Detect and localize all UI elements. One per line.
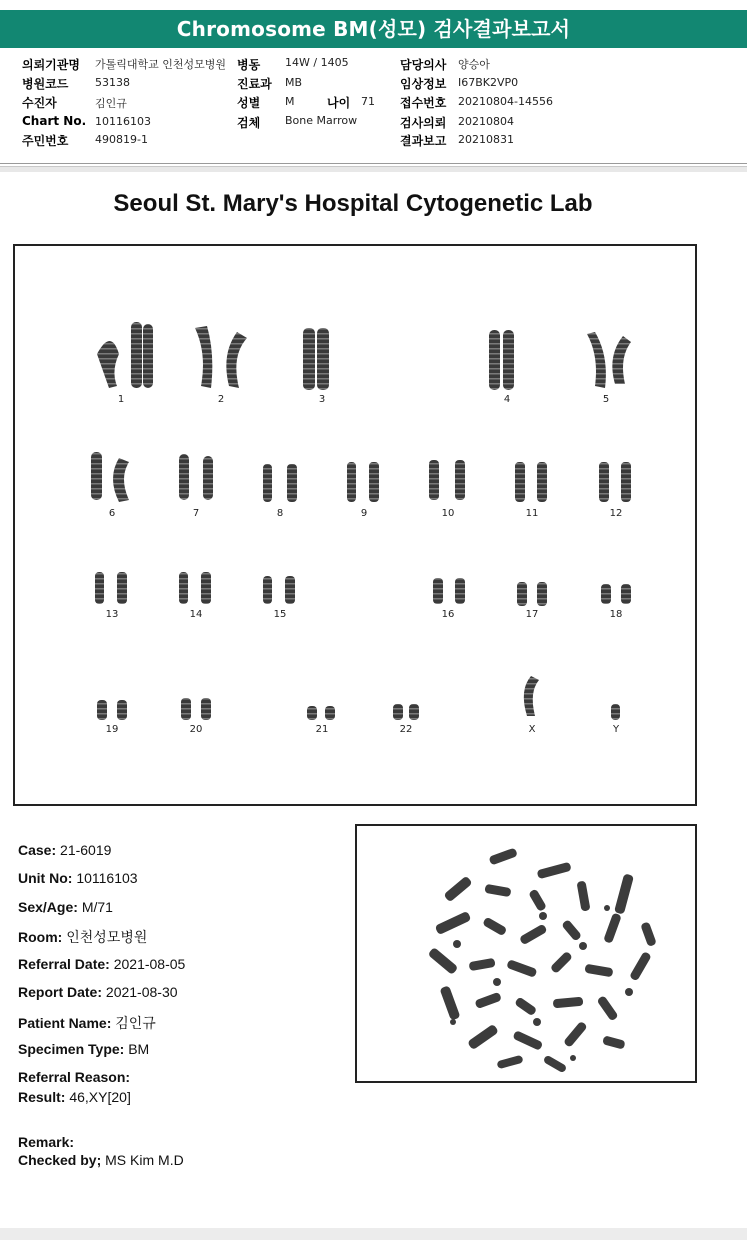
chromosome-pair-10: [429, 460, 465, 500]
field-label: Remark:: [18, 1134, 75, 1150]
karyotype-label: 11: [525, 508, 539, 519]
karyotype-label: 18: [609, 609, 623, 620]
chromosome-y: [611, 704, 620, 720]
karyotype-label: 2: [217, 394, 225, 405]
info-label: 결과보고: [400, 134, 447, 148]
karyotype-label: 13: [105, 609, 119, 620]
karyotype-label: 1: [117, 394, 125, 405]
field-value: 김인규: [115, 1015, 156, 1031]
result-field: [18, 1089, 131, 1105]
chromosome-pair-1: [97, 322, 153, 388]
info-value: 71: [361, 95, 375, 108]
divider: [0, 163, 747, 164]
info-value: 490819-1: [95, 133, 148, 146]
karyotype-label: 15: [273, 609, 287, 620]
karyotype-label: 12: [609, 508, 623, 519]
info-label: 나이: [327, 96, 351, 110]
karyotype-label: 7: [192, 508, 200, 519]
info-label: 의뢰기관명: [22, 58, 80, 72]
chromosome-pair-3: [303, 328, 329, 390]
chromosome-pair-2: [195, 326, 247, 388]
info-value: 20210804: [458, 115, 514, 128]
chromosome-pair-4: [489, 330, 514, 390]
karyotype-label: 9: [360, 508, 368, 519]
info-label: 주민번호: [22, 134, 69, 148]
karyogram-image: [15, 246, 695, 804]
metaphase-image: [357, 826, 695, 1081]
chromosome-x: [524, 676, 539, 716]
info-label: 진료과: [237, 77, 272, 91]
chromosome-pair-12: [599, 462, 631, 502]
chromosome-pair-5: [587, 332, 631, 388]
field-label: Room:: [18, 929, 63, 945]
field-value: BM: [128, 1041, 150, 1057]
karyotype-label: 22: [399, 724, 413, 735]
info-label: 수진자: [22, 96, 57, 110]
info-label: 검체: [237, 116, 261, 130]
chromosome-pair-8: [263, 464, 297, 502]
karyotype-label: 20: [189, 724, 203, 735]
info-value: 가톨릭대학교 인천성모병원: [95, 58, 227, 71]
info-value: 김인규: [95, 97, 127, 110]
field-value: M/71: [81, 899, 113, 915]
info-label: 병원코드: [22, 77, 69, 91]
field-label: Result:: [18, 1089, 66, 1105]
chromosome-pair-13: [95, 572, 127, 604]
info-value: 20210804-14556: [458, 95, 553, 108]
field-value: 10116103: [76, 870, 138, 886]
chromosome-pair-20: [181, 698, 211, 720]
karyotype-label: 4: [503, 394, 511, 405]
field-value: 인천성모병원: [66, 929, 148, 945]
report-title-bar: [0, 10, 747, 48]
info-value: 10116103: [95, 115, 151, 128]
karyotype-label: 6: [108, 508, 116, 519]
info-value: Bone Marrow: [285, 114, 358, 127]
unit-field: [18, 870, 138, 886]
karyotype-label: Y: [612, 724, 620, 735]
chromosome-pair-14: [179, 572, 211, 604]
karyotype-label: 21: [315, 724, 329, 735]
report-title: Chromosome BM(성모) 검사결과보고서: [176, 17, 571, 41]
info-label: Chart No.: [22, 114, 87, 128]
chromosome-pair-6: [91, 452, 129, 502]
karyotype-label: 19: [105, 724, 119, 735]
field-value: MS Kim M.D: [105, 1152, 184, 1168]
divider: [0, 166, 747, 172]
karyotype-label: 3: [318, 394, 326, 405]
room-field: [18, 927, 147, 947]
info-label: 검사의뢰: [400, 116, 447, 130]
sex-age-field: [18, 899, 113, 915]
report-date-field: [18, 984, 178, 1000]
karyotype-label: 16: [441, 609, 455, 620]
info-label: 임상정보: [400, 77, 447, 91]
info-label: 접수번호: [400, 96, 447, 110]
karyotype-label: X: [528, 724, 536, 735]
field-label: Case:: [18, 842, 57, 858]
chromosome-pair-9: [347, 462, 379, 502]
chromosome-pair-22: [393, 704, 419, 720]
info-value: MB: [285, 76, 303, 89]
field-value: 46,XY[20]: [69, 1089, 131, 1105]
karyotype-label: 8: [276, 508, 284, 519]
info-value: 양승아: [458, 58, 490, 71]
chromosome-pair-21: [307, 706, 335, 720]
info-value: 53138: [95, 76, 130, 89]
chromosome-pair-16: [433, 578, 465, 604]
checked-by-field: [18, 1152, 184, 1168]
field-value: 2021-08-30: [105, 984, 178, 1000]
field-label: Referral Reason:: [18, 1069, 131, 1085]
chromosome-pair-11: [515, 462, 547, 502]
field-label: Sex/Age:: [18, 899, 78, 915]
karyogram-panel: [13, 244, 697, 806]
patient-name-field: [18, 1013, 156, 1033]
info-value: M: [285, 95, 295, 108]
field-label: Unit No:: [18, 870, 73, 886]
chromosome-pair-18: [601, 584, 631, 604]
field-label: Specimen Type:: [18, 1041, 125, 1057]
info-label: 병동: [237, 58, 261, 72]
field-value: 2021-08-05: [113, 956, 186, 972]
karyotype-label: 17: [525, 609, 539, 620]
chromosome-pair-19: [97, 700, 127, 720]
referral-date-field: [18, 956, 185, 972]
metaphase-panel: [355, 824, 697, 1083]
info-label: 담당의사: [400, 58, 447, 72]
field-label: Referral Date:: [18, 956, 110, 972]
case-field: [18, 842, 111, 858]
top-strip: [0, 0, 747, 10]
patient-info-panel: [0, 48, 747, 164]
specimen-type-field: [18, 1041, 149, 1057]
bottom-strip: [0, 1228, 747, 1240]
field-label: Checked by;: [18, 1152, 102, 1168]
karyotype-label: 10: [441, 508, 455, 519]
chromosome-pair-17: [517, 582, 547, 606]
info-value: 20210831: [458, 133, 514, 146]
chromosome-pair-7: [179, 454, 213, 500]
field-label: Patient Name:: [18, 1015, 112, 1031]
lab-title: Seoul St. Mary's Hospital Cytogenetic Lab: [113, 190, 593, 217]
remark-field: [18, 1134, 74, 1150]
field-value: 21-6019: [60, 842, 112, 858]
karyotype-label: 14: [189, 609, 203, 620]
karyotype-label: 5: [602, 394, 610, 405]
info-value: 14W / 1405: [285, 56, 349, 69]
chromosome-pair-15: [263, 576, 295, 604]
info-value: I67BK2VP0: [458, 76, 519, 89]
referral-reason-field: [18, 1069, 130, 1085]
field-label: Report Date:: [18, 984, 103, 1000]
info-label: 성별: [237, 96, 261, 110]
